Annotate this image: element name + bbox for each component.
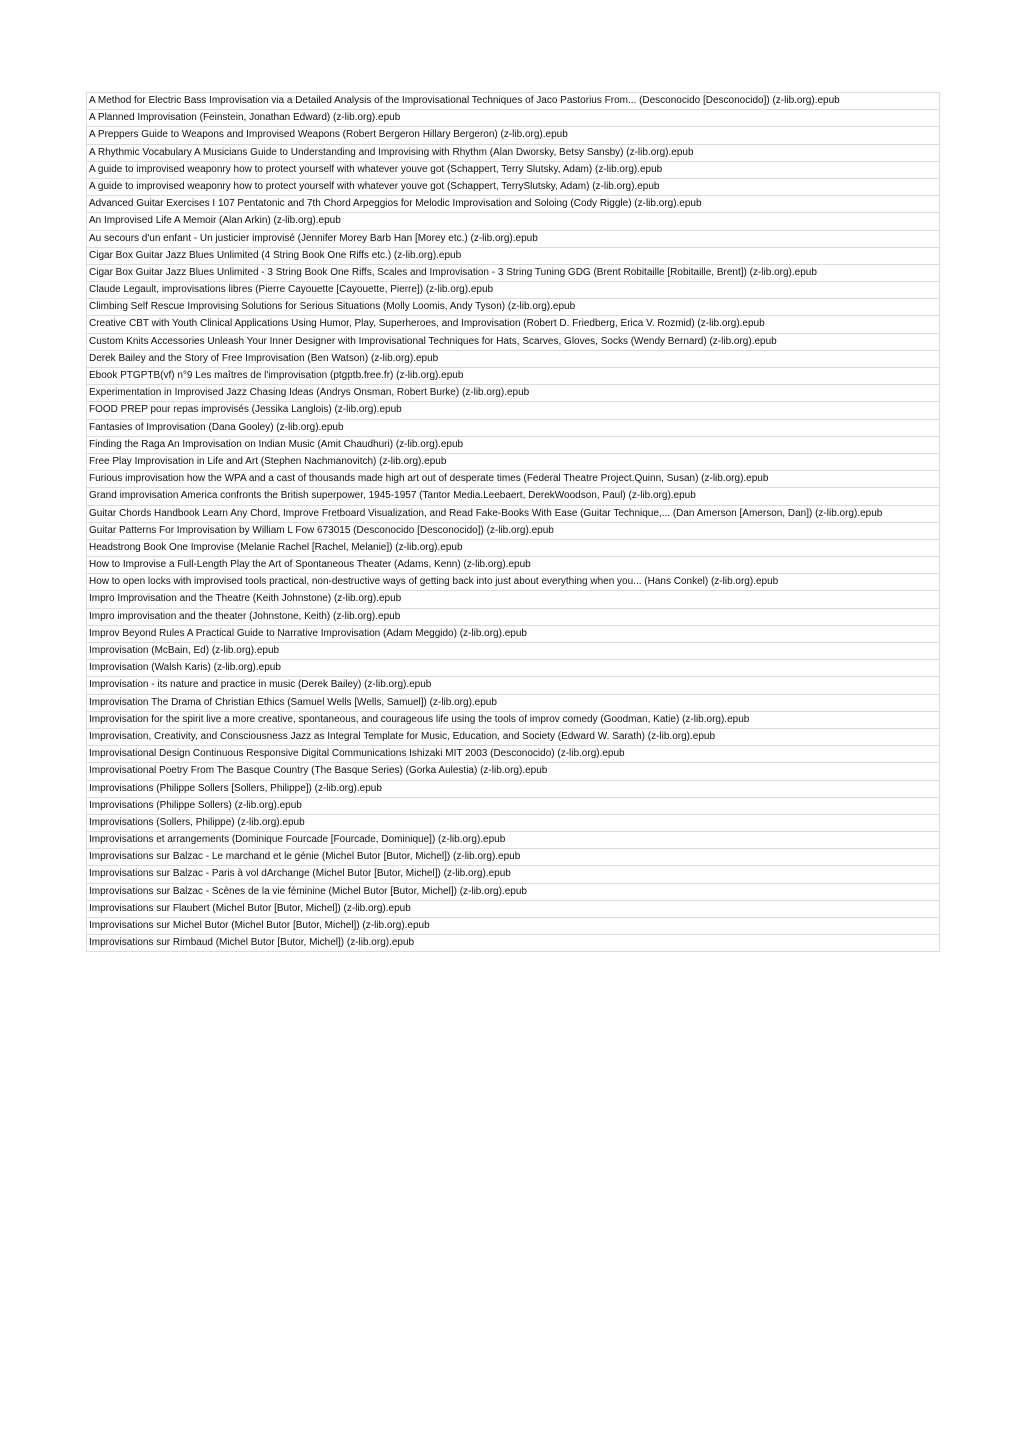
file-list-row: How to Improvise a Full-Length Play the Art of Spontaneous Theater (Adams, Kenn) (z-lib.org).epub (87, 557, 939, 574)
file-list-row: Cigar Box Guitar Jazz Blues Unlimited - 3 String Book One Riffs, Scales and Improvisation - 3 String Tuning GDG (Brent Robitaille [Robitaille, Brent]) (z-lib.org).epub (87, 265, 939, 282)
file-list-row: Improvisational Design Continuous Responsive Digital Communications Ishizaki MIT 2003 (Desconocido) (z-lib.org).epub (87, 746, 939, 763)
file-list-row: Improvisation The Drama of Christian Ethics (Samuel Wells [Wells, Samuel]) (z-lib.org).epub (87, 695, 939, 712)
file-list-row: A Rhythmic Vocabulary A Musicians Guide to Understanding and Improvising with Rhythm (Alan Dworsky, Betsy Sansby) (z-lib.org).epub (87, 145, 939, 162)
file-list-row: A guide to improvised weaponry how to protect yourself with whatever youve got (Schappert, TerrySlutsky, Adam) (z-lib.org).epub (87, 179, 939, 196)
file-list-row: Climbing Self Rescue Improvising Solutions for Serious Situations (Molly Loomis, Andy Tyson) (z-lib.org).epub (87, 299, 939, 316)
file-list-row: A Method for Electric Bass Improvisation via a Detailed Analysis of the Improvisational Techniques of Jaco Pastorius From... (Desconocido [Desconocido]) (z-lib.org).epub (87, 93, 939, 110)
file-list-row: Guitar Patterns For Improvisation by William L Fow 673015 (Desconocido [Desconocido]) (z-lib.org).epub (87, 523, 939, 540)
file-list-row: Au secours d'un enfant - Un justicier improvisé (Jennifer Morey Barb Han [Morey etc.) (z-lib.org).epub (87, 231, 939, 248)
file-list-row: Improvisations (Sollers, Philippe) (z-lib.org).epub (87, 815, 939, 832)
file-list-row: Impro improvisation and the theater (Johnstone, Keith) (z-lib.org).epub (87, 609, 939, 626)
file-list-row: Furious improvisation how the WPA and a cast of thousands made high art out of desperate times (Federal Theatre Project.Quinn, Susan) (z-lib.org).epub (87, 471, 939, 488)
file-list-row: Improvisation, Creativity, and Consciousness Jazz as Integral Template for Music, Education, and Society (Edward W. Sarath) (z-lib.org).epub (87, 729, 939, 746)
file-list-row: Improvisations (Philippe Sollers) (z-lib.org).epub (87, 798, 939, 815)
file-list-row: Improvisation (Walsh Karis) (z-lib.org).epub (87, 660, 939, 677)
file-list-row: Free Play Improvisation in Life and Art (Stephen Nachmanovitch) (z-lib.org).epub (87, 454, 939, 471)
file-list-row: Improvisations sur Flaubert (Michel Butor [Butor, Michel]) (z-lib.org).epub (87, 901, 939, 918)
file-list-row: Finding the Raga An Improvisation on Indian Music (Amit Chaudhuri) (z-lib.org).epub (87, 437, 939, 454)
file-list-row: Improv Beyond Rules A Practical Guide to Narrative Improvisation (Adam Meggido) (z-lib.org).epub (87, 626, 939, 643)
file-list-row: Custom Knits Accessories Unleash Your Inner Designer with Improvisational Techniques for Hats, Scarves, Gloves, Socks (Wendy Bernard) (z-lib.org).epub (87, 334, 939, 351)
file-list-row: Improvisation - its nature and practice in music (Derek Bailey) (z-lib.org).epub (87, 677, 939, 694)
file-list-row: Creative CBT with Youth Clinical Applications Using Humor, Play, Superheroes, and Improvisation (Robert D. Friedberg, Erica V. Rozmid) (z-lib.org).epub (87, 316, 939, 333)
file-list-row: Improvisations (Philippe Sollers [Sollers, Philippe]) (z-lib.org).epub (87, 781, 939, 798)
file-list-row: Derek Bailey and the Story of Free Improvisation (Ben Watson) (z-lib.org).epub (87, 351, 939, 368)
file-list-row: Fantasies of Improvisation (Dana Gooley) (z-lib.org).epub (87, 420, 939, 437)
file-list-row: Improvisation for the spirit live a more creative, spontaneous, and courageous life using the tools of improv comedy (Goodman, Katie) (z-lib.org).epub (87, 712, 939, 729)
file-list-row: Improvisations sur Balzac - Le marchand et le génie (Michel Butor [Butor, Michel]) (z-lib.org).epub (87, 849, 939, 866)
file-list-row: Improvisations et arrangements (Dominique Fourcade [Fourcade, Dominique]) (z-lib.org).epub (87, 832, 939, 849)
file-list-row: Ebook PTGPTB(vf) n°9 Les maîtres de l'improvisation (ptgptb.free.fr) (z-lib.org).epub (87, 368, 939, 385)
file-list-row: Guitar Chords Handbook Learn Any Chord, Improve Fretboard Visualization, and Read Fake-Books With Ease (Guitar Technique,... (Dan Amerson [Amerson, Dan]) (z-lib.org).epub (87, 506, 939, 523)
file-list-table (86, 92, 940, 952)
file-list-row: Claude Legault, improvisations libres (Pierre Cayouette [Cayouette, Pierre]) (z-lib.org).epub (87, 282, 939, 299)
file-list-row: Advanced Guitar Exercises I 107 Pentatonic and 7th Chord Arpeggios for Melodic Improvisation and Soloing (Cody Riggle) (z-lib.org).epub (87, 196, 939, 213)
file-list-row: Cigar Box Guitar Jazz Blues Unlimited (4 String Book One Riffs etc.) (z-lib.org).epub (87, 248, 939, 265)
file-list-row: Improvisations sur Michel Butor (Michel Butor [Butor, Michel]) (z-lib.org).epub (87, 918, 939, 935)
file-list-row: Experimentation in Improvised Jazz Chasing Ideas (Andrys Onsman, Robert Burke) (z-lib.org).epub (87, 385, 939, 402)
file-list-row: A Preppers Guide to Weapons and Improvised Weapons (Robert Bergeron Hillary Bergeron) (z-lib.org).epub (87, 127, 939, 144)
file-list-row: Improvisations sur Balzac - Scènes de la vie féminine (Michel Butor [Butor, Michel]) (z-lib.org).epub (87, 884, 939, 901)
file-list-row: Headstrong Book One Improvise (Melanie Rachel [Rachel, Melanie]) (z-lib.org).epub (87, 540, 939, 557)
file-list-row: Grand improvisation America confronts the British superpower, 1945-1957 (Tantor Media.Leebaert, DerekWoodson, Paul) (z-lib.org).epub (87, 488, 939, 505)
file-list-row: An Improvised Life A Memoir (Alan Arkin) (z-lib.org).epub (87, 213, 939, 230)
file-list-row: Improvisation (McBain, Ed) (z-lib.org).epub (87, 643, 939, 660)
file-list-row: How to open locks with improvised tools practical, non-destructive ways of getting back into just about everything when you... (Hans Conkel) (z-lib.org).epub (87, 574, 939, 591)
file-list-row: A Planned Improvisation (Feinstein, Jonathan Edward) (z-lib.org).epub (87, 110, 939, 127)
file-list-row: Improvisations sur Rimbaud (Michel Butor [Butor, Michel]) (z-lib.org).epub (87, 935, 939, 952)
file-list-row: Improvisational Poetry From The Basque Country (The Basque Series) (Gorka Aulestia) (z-lib.org).epub (87, 763, 939, 780)
file-list-row: FOOD PREP pour repas improvisés (Jessika Langlois) (z-lib.org).epub (87, 402, 939, 419)
file-list-row: Impro Improvisation and the Theatre (Keith Johnstone) (z-lib.org).epub (87, 591, 939, 608)
file-list-row: Improvisations sur Balzac - Paris à vol dArchange (Michel Butor [Butor, Michel]) (z-lib.org).epub (87, 866, 939, 883)
file-list-row: A guide to improvised weaponry how to protect yourself with whatever youve got (Schappert, Terry Slutsky, Adam) (z-lib.org).epub (87, 162, 939, 179)
